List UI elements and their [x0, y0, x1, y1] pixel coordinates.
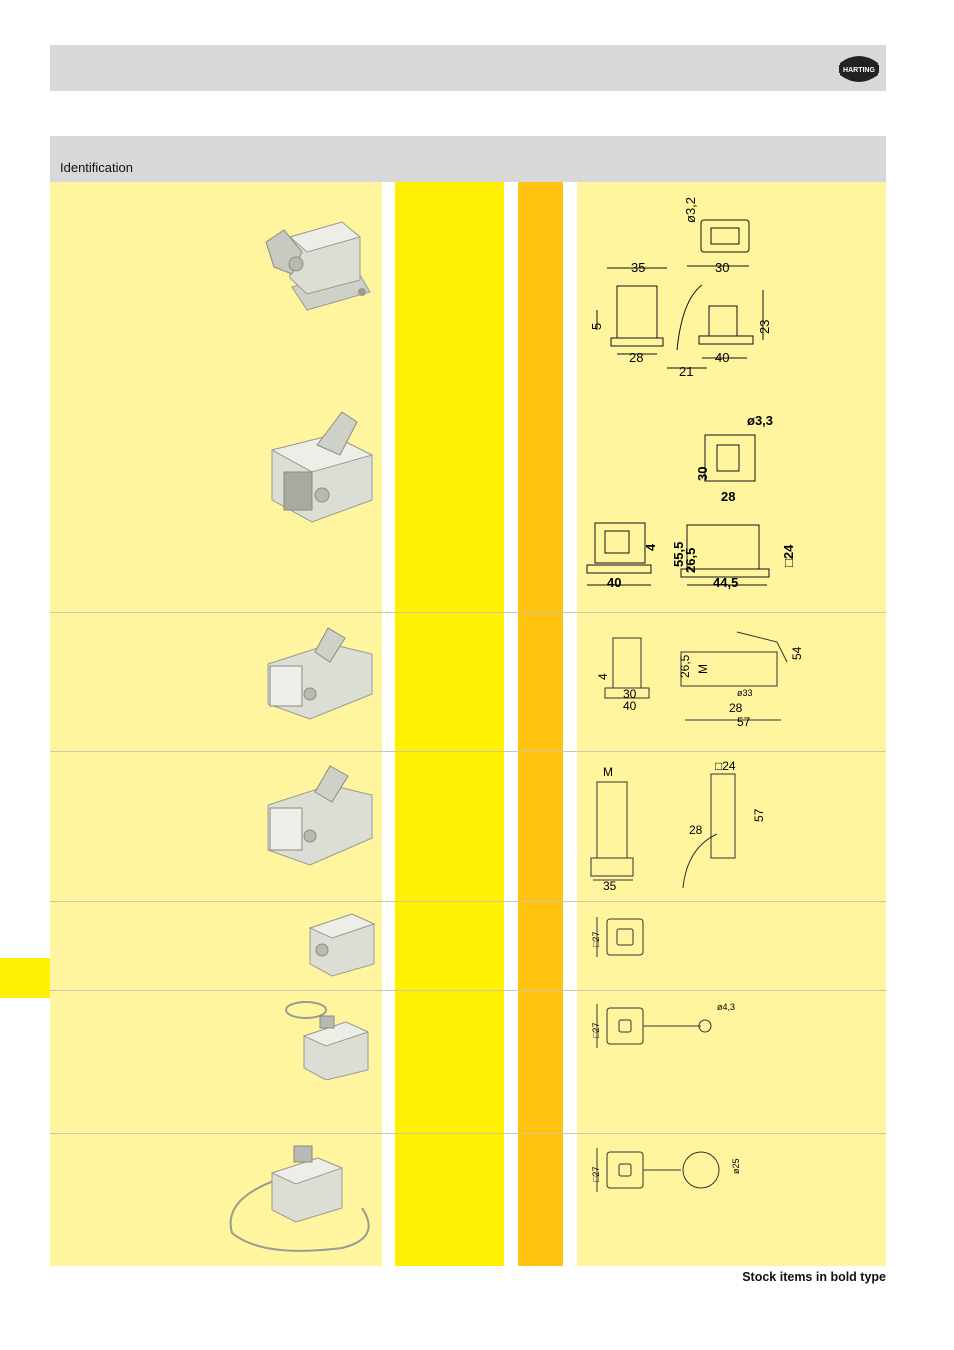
bulkhead-housing-photo-1 [262, 212, 374, 312]
row-separator [50, 612, 886, 613]
dim-d4-m: M [603, 765, 613, 779]
dim-d1-w35: 35 [631, 260, 646, 275]
surface-housing-photo [260, 624, 378, 724]
dim-d6-d43: ø4,3 [717, 1002, 736, 1012]
table-header [50, 136, 886, 182]
dim-d2-w44: 44,5 [713, 575, 739, 590]
hood-photo [260, 760, 378, 870]
drawing-bulkhead-2 [577, 405, 886, 605]
dim-d1-w21: 21 [679, 364, 694, 379]
harting-logo [836, 51, 882, 87]
identification-label: Identification [60, 160, 133, 175]
dim-d3-h54: 54 [790, 646, 804, 660]
dim-d1-w40: 40 [715, 350, 730, 365]
dim-d2-h4: 4 [643, 543, 658, 551]
bulkhead-housing-photo-2 [262, 410, 380, 528]
dimension-column [518, 182, 563, 1266]
dim-d3-w40: 40 [623, 699, 637, 713]
dim-d1-w30: 30 [715, 260, 730, 275]
row-separator [50, 990, 886, 991]
dim-d2-w28: 28 [721, 489, 736, 504]
row-separator [50, 901, 886, 902]
stock-items-note: Stock items in bold type [742, 1270, 886, 1284]
dim-d4-sq24: □24 [715, 759, 736, 773]
dim-d2-h30: 30 [695, 466, 710, 481]
drawing-hood [577, 758, 886, 896]
dim-d1-h5: 5 [589, 322, 604, 330]
dim-d3-w28: 28 [729, 701, 743, 715]
dim-d2-h55: 55,5 [671, 541, 686, 567]
logo-text: HARTING [843, 67, 875, 74]
part-number-column [395, 182, 504, 1266]
dim-d7-d25: ø25 [731, 1158, 741, 1174]
identification-column [50, 182, 382, 1266]
drawing-cover-2 [577, 996, 886, 1066]
dim-d3-d33: ø33 [737, 688, 753, 698]
drawing-cover-3 [577, 1140, 886, 1210]
dim-d4-w35: 35 [603, 879, 617, 893]
dim-d6-sq27: □27 [591, 1022, 601, 1038]
dim-d5-sq27: □27 [591, 931, 601, 947]
header-bar [50, 45, 886, 91]
dim-d2-h26: 26,5 [683, 547, 698, 573]
dim-d7-sq27: □27 [591, 1166, 601, 1182]
drawing-surface-housing [577, 622, 886, 734]
cover-photo-1 [302, 908, 378, 978]
dim-d3-w30: 30 [623, 687, 637, 701]
dim-d3-h26: 26,5 [678, 654, 692, 678]
dim-d3-h4: 4 [596, 673, 610, 680]
drawing-bulkhead-1 [577, 190, 886, 390]
dim-d4-h57: 57 [752, 808, 766, 822]
drawing-cover-1 [577, 905, 886, 985]
dim-d2-dia: ø3,3 [747, 413, 774, 428]
dim-d1-w28: 28 [629, 350, 644, 365]
row-separator [50, 1133, 886, 1134]
dim-d3-w57: 57 [737, 715, 751, 729]
dim-d1-h23: 23 [757, 319, 772, 334]
dim-d1-dia: ø3,2 [683, 196, 698, 223]
dim-d3-m: M [696, 664, 710, 674]
row-separator [50, 751, 886, 752]
dim-d2-sq24: □24 [781, 544, 796, 567]
cover-with-loop-photo [222, 1138, 378, 1262]
dim-d4-w28: 28 [689, 823, 703, 837]
dim-d2-w40: 40 [607, 575, 622, 590]
cover-with-cord-photo [280, 996, 376, 1080]
section-tab [0, 958, 50, 998]
